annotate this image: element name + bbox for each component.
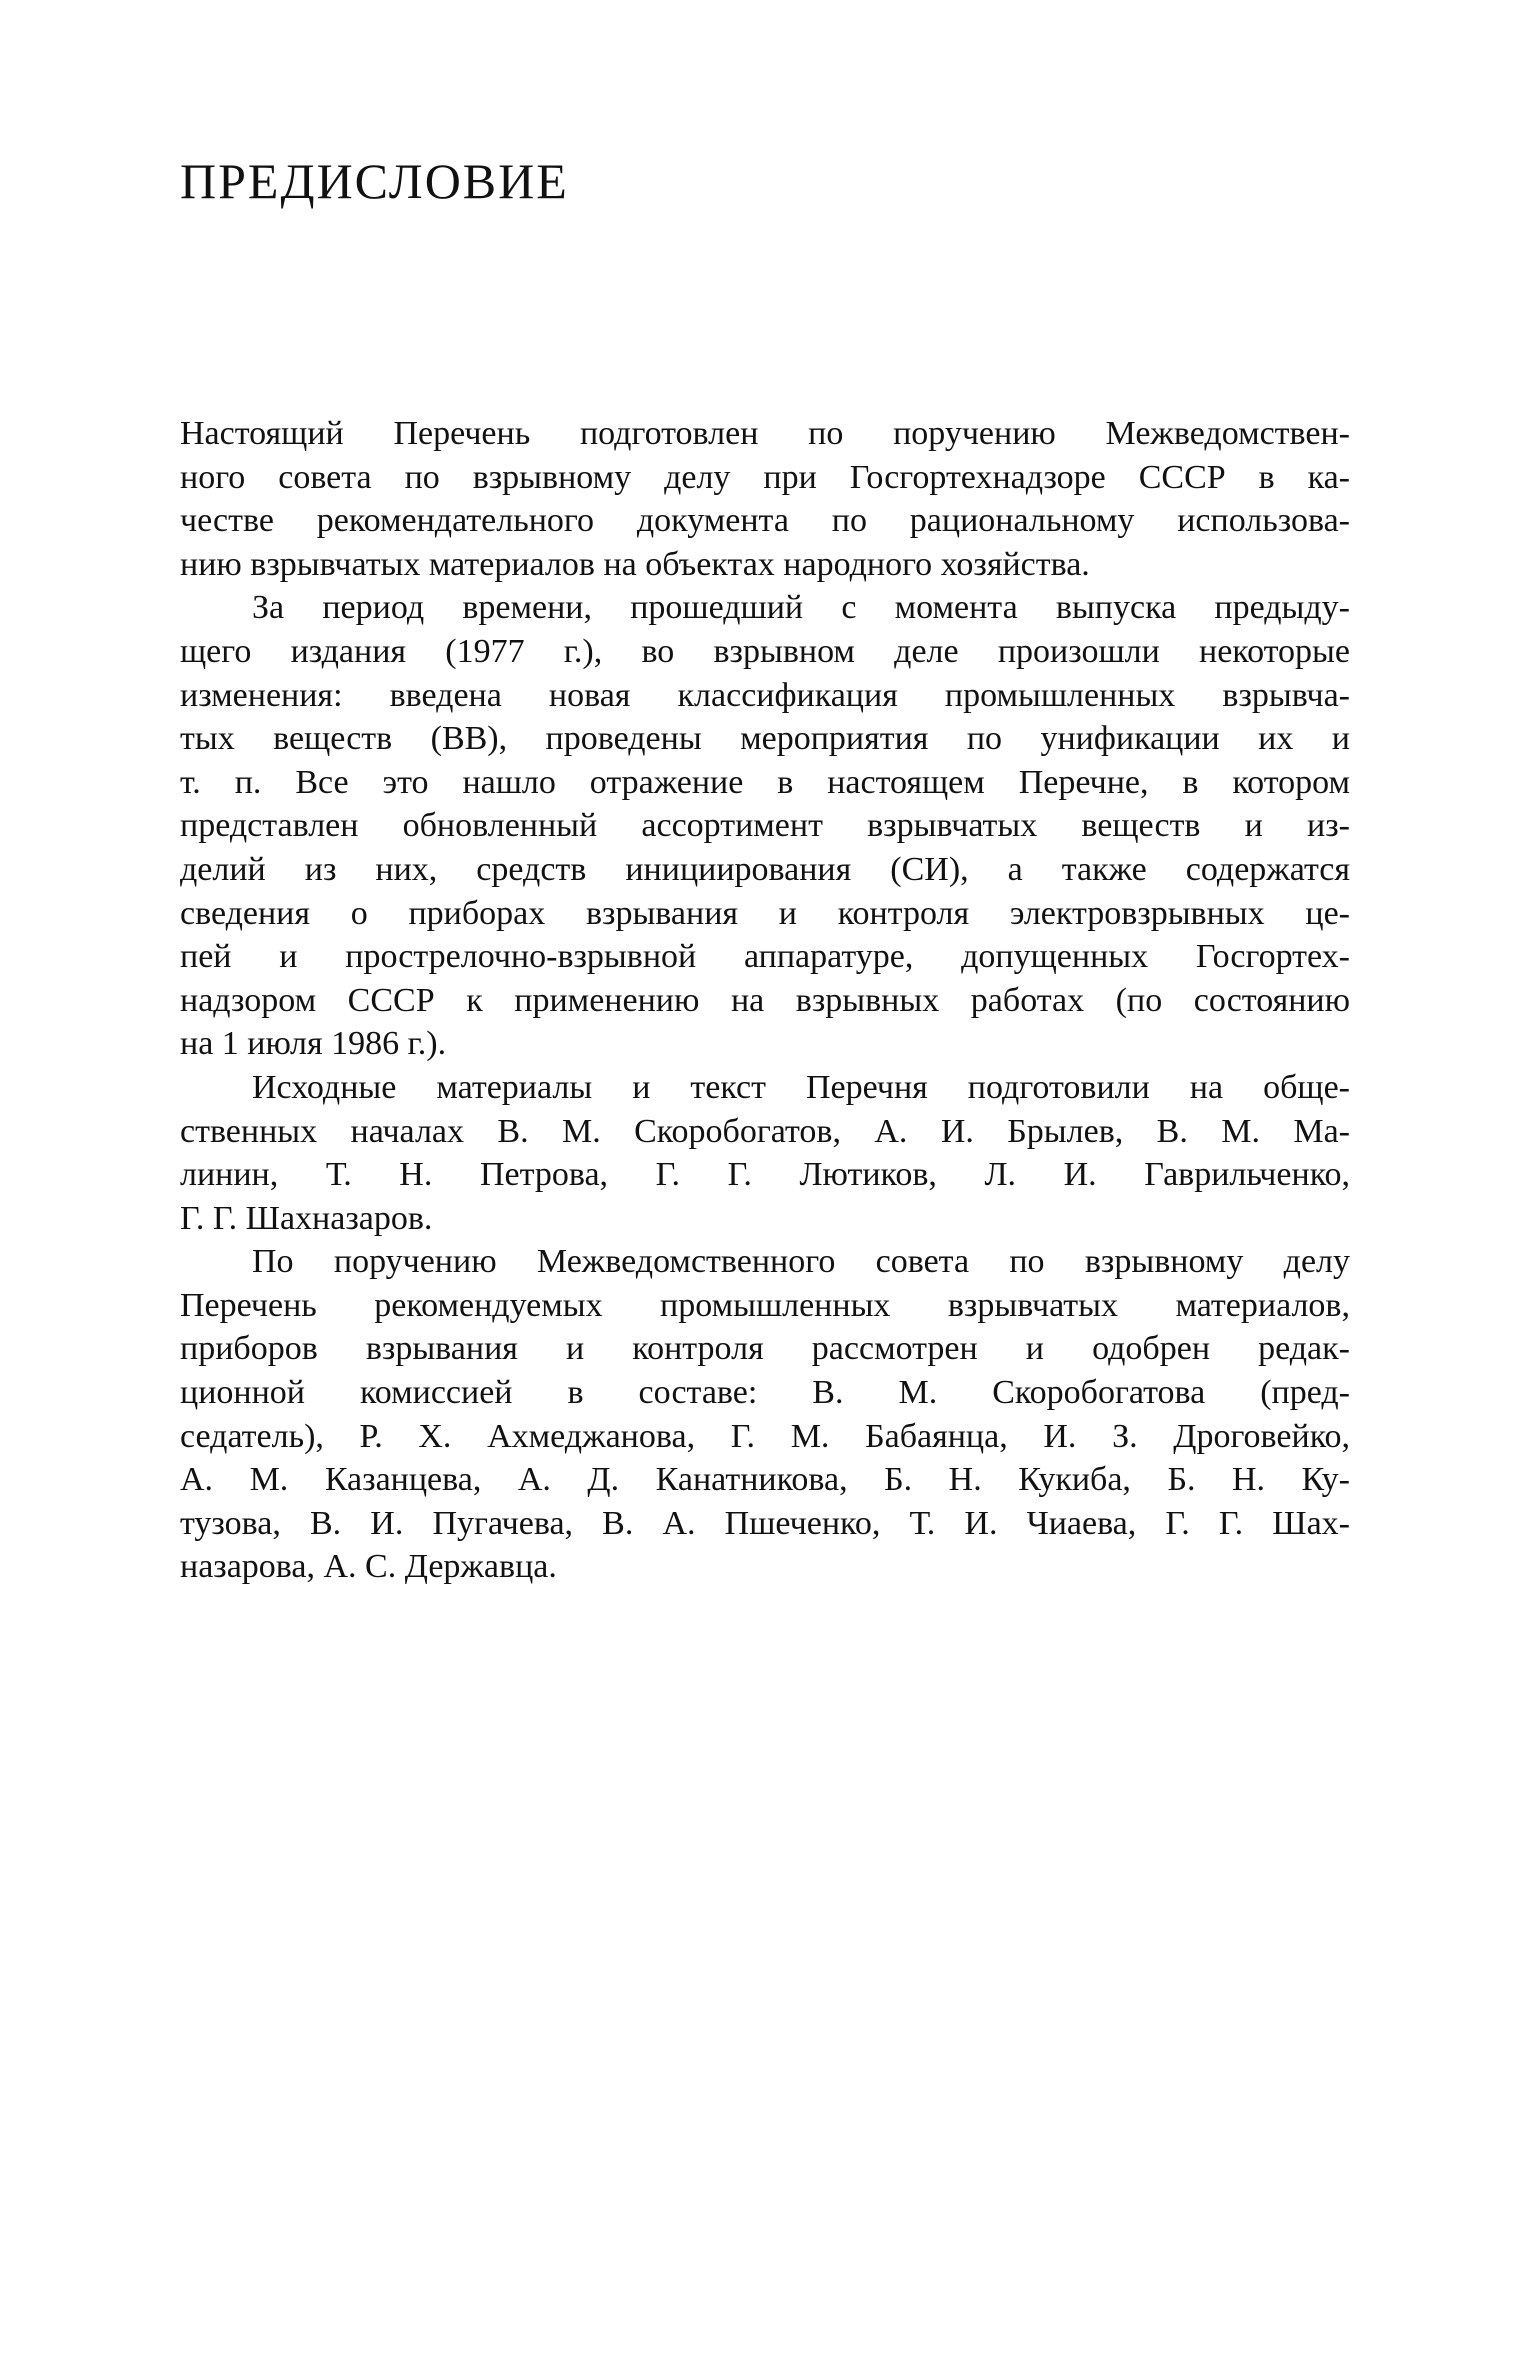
text-line: тых веществ (ВВ), проведены мероприятия по унификации их и [180, 720, 1350, 758]
paragraph-4 [180, 1240, 1350, 1589]
page-title: ПРЕДИСЛОВИЕ [180, 153, 569, 209]
text-line: Настоящий Перечень подготовлен по поручению Межведомствен- [180, 415, 1350, 452]
text-line: щего издания (1977 г.), во взрывном деле произошли некоторые [180, 632, 1350, 670]
text-line: на 1 июля 1986 г.). [180, 1025, 447, 1063]
text-line: седатель), Р. Х. Ахмеджанова, Г. М. Бабаянца, И. З. Дроговейко, [180, 1417, 1350, 1455]
text-line: делий из них, средств инициирования (СИ), а также содержатся [180, 850, 1350, 888]
text-line: т. п. Все это нашло отражение в настоящем Перечне, в котором [180, 763, 1350, 801]
text-line: ственных началах В. М. Скоробогатов, А. И. Брылев, В. М. Ма- [180, 1112, 1350, 1150]
text-line: пей и прострелочно-взрывной аппаратуре, допущенных Госгортех- [180, 938, 1350, 976]
text-line: изменения: введена новая классификация промышленных взрывча- [180, 676, 1350, 714]
paragraph-1 [180, 412, 1350, 586]
text-line: линин, Т. Н. Петрова, Г. Г. Лютиков, Л. И. Гаврильченко, [180, 1156, 1350, 1194]
text-line: ционной комиссией в составе: В. М. Скоробогатова (пред- [180, 1374, 1350, 1412]
text-line: Перечень рекомендуемых промышленных взрывчатых материалов, [180, 1286, 1350, 1324]
text-line: сведения о приборах взрывания и контроля электровзрывных це- [180, 894, 1350, 932]
text-line: приборов взрывания и контроля рассмотрен и одобрен редак- [180, 1330, 1350, 1368]
preface-body [180, 412, 1350, 1589]
text-line: назарова, А. С. Державца. [180, 1548, 557, 1586]
text-line: ного совета по взрывному делу при Госгортехнадзоре СССР в ка- [180, 458, 1350, 496]
paragraph-2 [180, 586, 1350, 1066]
text-line: честве рекомендательного документа по рациональному использова- [180, 502, 1350, 540]
text-line: По поручению Межведомственного совета по взрывному делу [252, 1243, 1350, 1281]
text-line: А. М. Казанцева, А. Д. Канатникова, Б. Н. Кукиба, Б. Н. Ку- [180, 1461, 1350, 1499]
text-line: представлен обновленный ассортимент взрывчатых веществ и из- [180, 807, 1350, 845]
text-line: нию взрывчатых материалов на объектах народного хозяйства. [180, 545, 1090, 583]
text-line: Исходные материалы и текст Перечня подготовили на обще- [252, 1068, 1350, 1106]
text-line: надзором СССР к применению на взрывных работах (по состоянию [180, 981, 1350, 1019]
text-line: За период времени, прошедший с момента выпуска предыду- [252, 589, 1350, 627]
paragraph-3 [180, 1066, 1350, 1240]
text-line: Г. Г. Шахназаров. [180, 1199, 433, 1237]
text-line: тузова, В. И. Пугачева, В. А. Пшеченко, Т. И. Чиаева, Г. Г. Шах- [180, 1504, 1350, 1542]
